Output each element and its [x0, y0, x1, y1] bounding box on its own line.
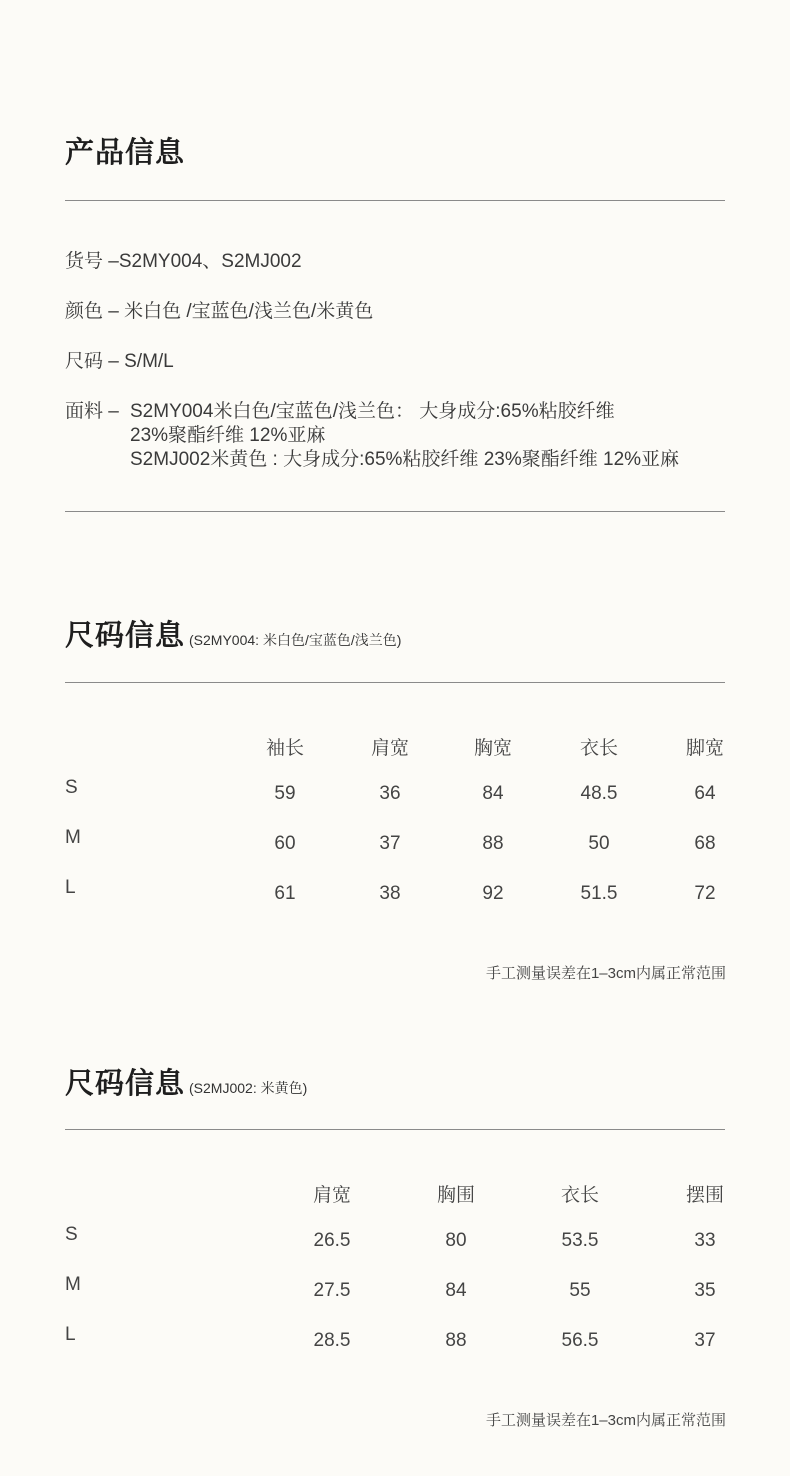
size-table-title-text: 尺码信息	[65, 1068, 186, 1100]
row-size-label: L	[65, 1324, 76, 1345]
fabric-line-2: 23%聚酯纤维 12%亚麻	[130, 425, 326, 446]
table-cell: 51.5	[580, 883, 618, 904]
column-header: 胸围	[436, 1185, 475, 1206]
product-info-title: 产品信息	[65, 137, 186, 169]
divider	[65, 682, 725, 683]
table-cell: 61	[274, 883, 296, 904]
table-cell: 64	[694, 783, 716, 804]
table-cell: 55	[569, 1280, 591, 1301]
row-size-label: M	[65, 827, 81, 848]
row-size-label: L	[65, 877, 76, 898]
row-size-label: S	[65, 777, 78, 798]
measurement-note: 手工测量误差在1–3cm内属正常范围	[485, 1412, 726, 1429]
table-cell: 92	[482, 883, 504, 904]
table-cell: 60	[274, 833, 296, 854]
fabric-label: 面料 –	[65, 401, 119, 422]
table-cell: 50	[588, 833, 610, 854]
column-header: 衣长	[560, 1185, 599, 1206]
column-header: 胸宽	[473, 738, 512, 759]
row-size-label: S	[65, 1224, 78, 1245]
table-cell: 27.5	[313, 1280, 351, 1301]
color-info: 颜色 – 米白色 /宝蓝色/浅兰色/米黄色	[65, 301, 374, 322]
size-table-subtitle: (S2MJ002: 米黄色)	[189, 1080, 308, 1096]
table-cell: 56.5	[561, 1330, 599, 1351]
size-table-subtitle: (S2MY004: 米白色/宝蓝色/浅兰色)	[189, 632, 402, 648]
column-header: 脚宽	[685, 738, 724, 759]
table-cell: 28.5	[313, 1330, 351, 1351]
table-cell: 88	[445, 1330, 467, 1351]
table-cell: 33	[694, 1230, 716, 1251]
table-cell: 88	[482, 833, 504, 854]
fabric-line-1: S2MY004米白色/宝蓝色/浅兰色： 大身成分:65%粘胶纤维	[130, 401, 615, 422]
table-cell: 80	[445, 1230, 467, 1251]
column-header: 肩宽	[312, 1185, 351, 1206]
table-cell: 35	[694, 1280, 716, 1301]
size-info: 尺码 – S/M/L	[65, 351, 174, 372]
table-cell: 36	[379, 783, 401, 804]
row-size-label: M	[65, 1274, 81, 1295]
table-cell: 38	[379, 883, 401, 904]
measurement-note: 手工测量误差在1–3cm内属正常范围	[485, 965, 726, 982]
table-cell: 68	[694, 833, 716, 854]
size-table-2-title	[65, 1061, 307, 1102]
table-cell: 72	[694, 883, 716, 904]
column-header: 摆围	[685, 1185, 724, 1206]
divider	[65, 1129, 725, 1130]
column-header: 袖长	[265, 738, 304, 759]
table-cell: 26.5	[313, 1230, 351, 1251]
table-cell: 37	[694, 1330, 716, 1351]
item-number: 货号 –S2MY004、S2MJ002	[65, 251, 302, 272]
column-header: 衣长	[579, 738, 618, 759]
table-cell: 37	[379, 833, 401, 854]
table-cell: 84	[482, 783, 504, 804]
table-cell: 84	[445, 1280, 467, 1301]
size-table-title-text: 尺码信息	[65, 620, 186, 652]
table-cell: 48.5	[580, 783, 618, 804]
size-table-1-title	[65, 613, 401, 654]
fabric-line-3: S2MJ002米黄色 : 大身成分:65%粘胶纤维 23%聚酯纤维 12%亚麻	[130, 449, 680, 470]
table-cell: 53.5	[561, 1230, 599, 1251]
divider	[65, 200, 725, 201]
column-header: 肩宽	[370, 738, 409, 759]
divider	[65, 511, 725, 512]
table-cell: 59	[274, 783, 296, 804]
